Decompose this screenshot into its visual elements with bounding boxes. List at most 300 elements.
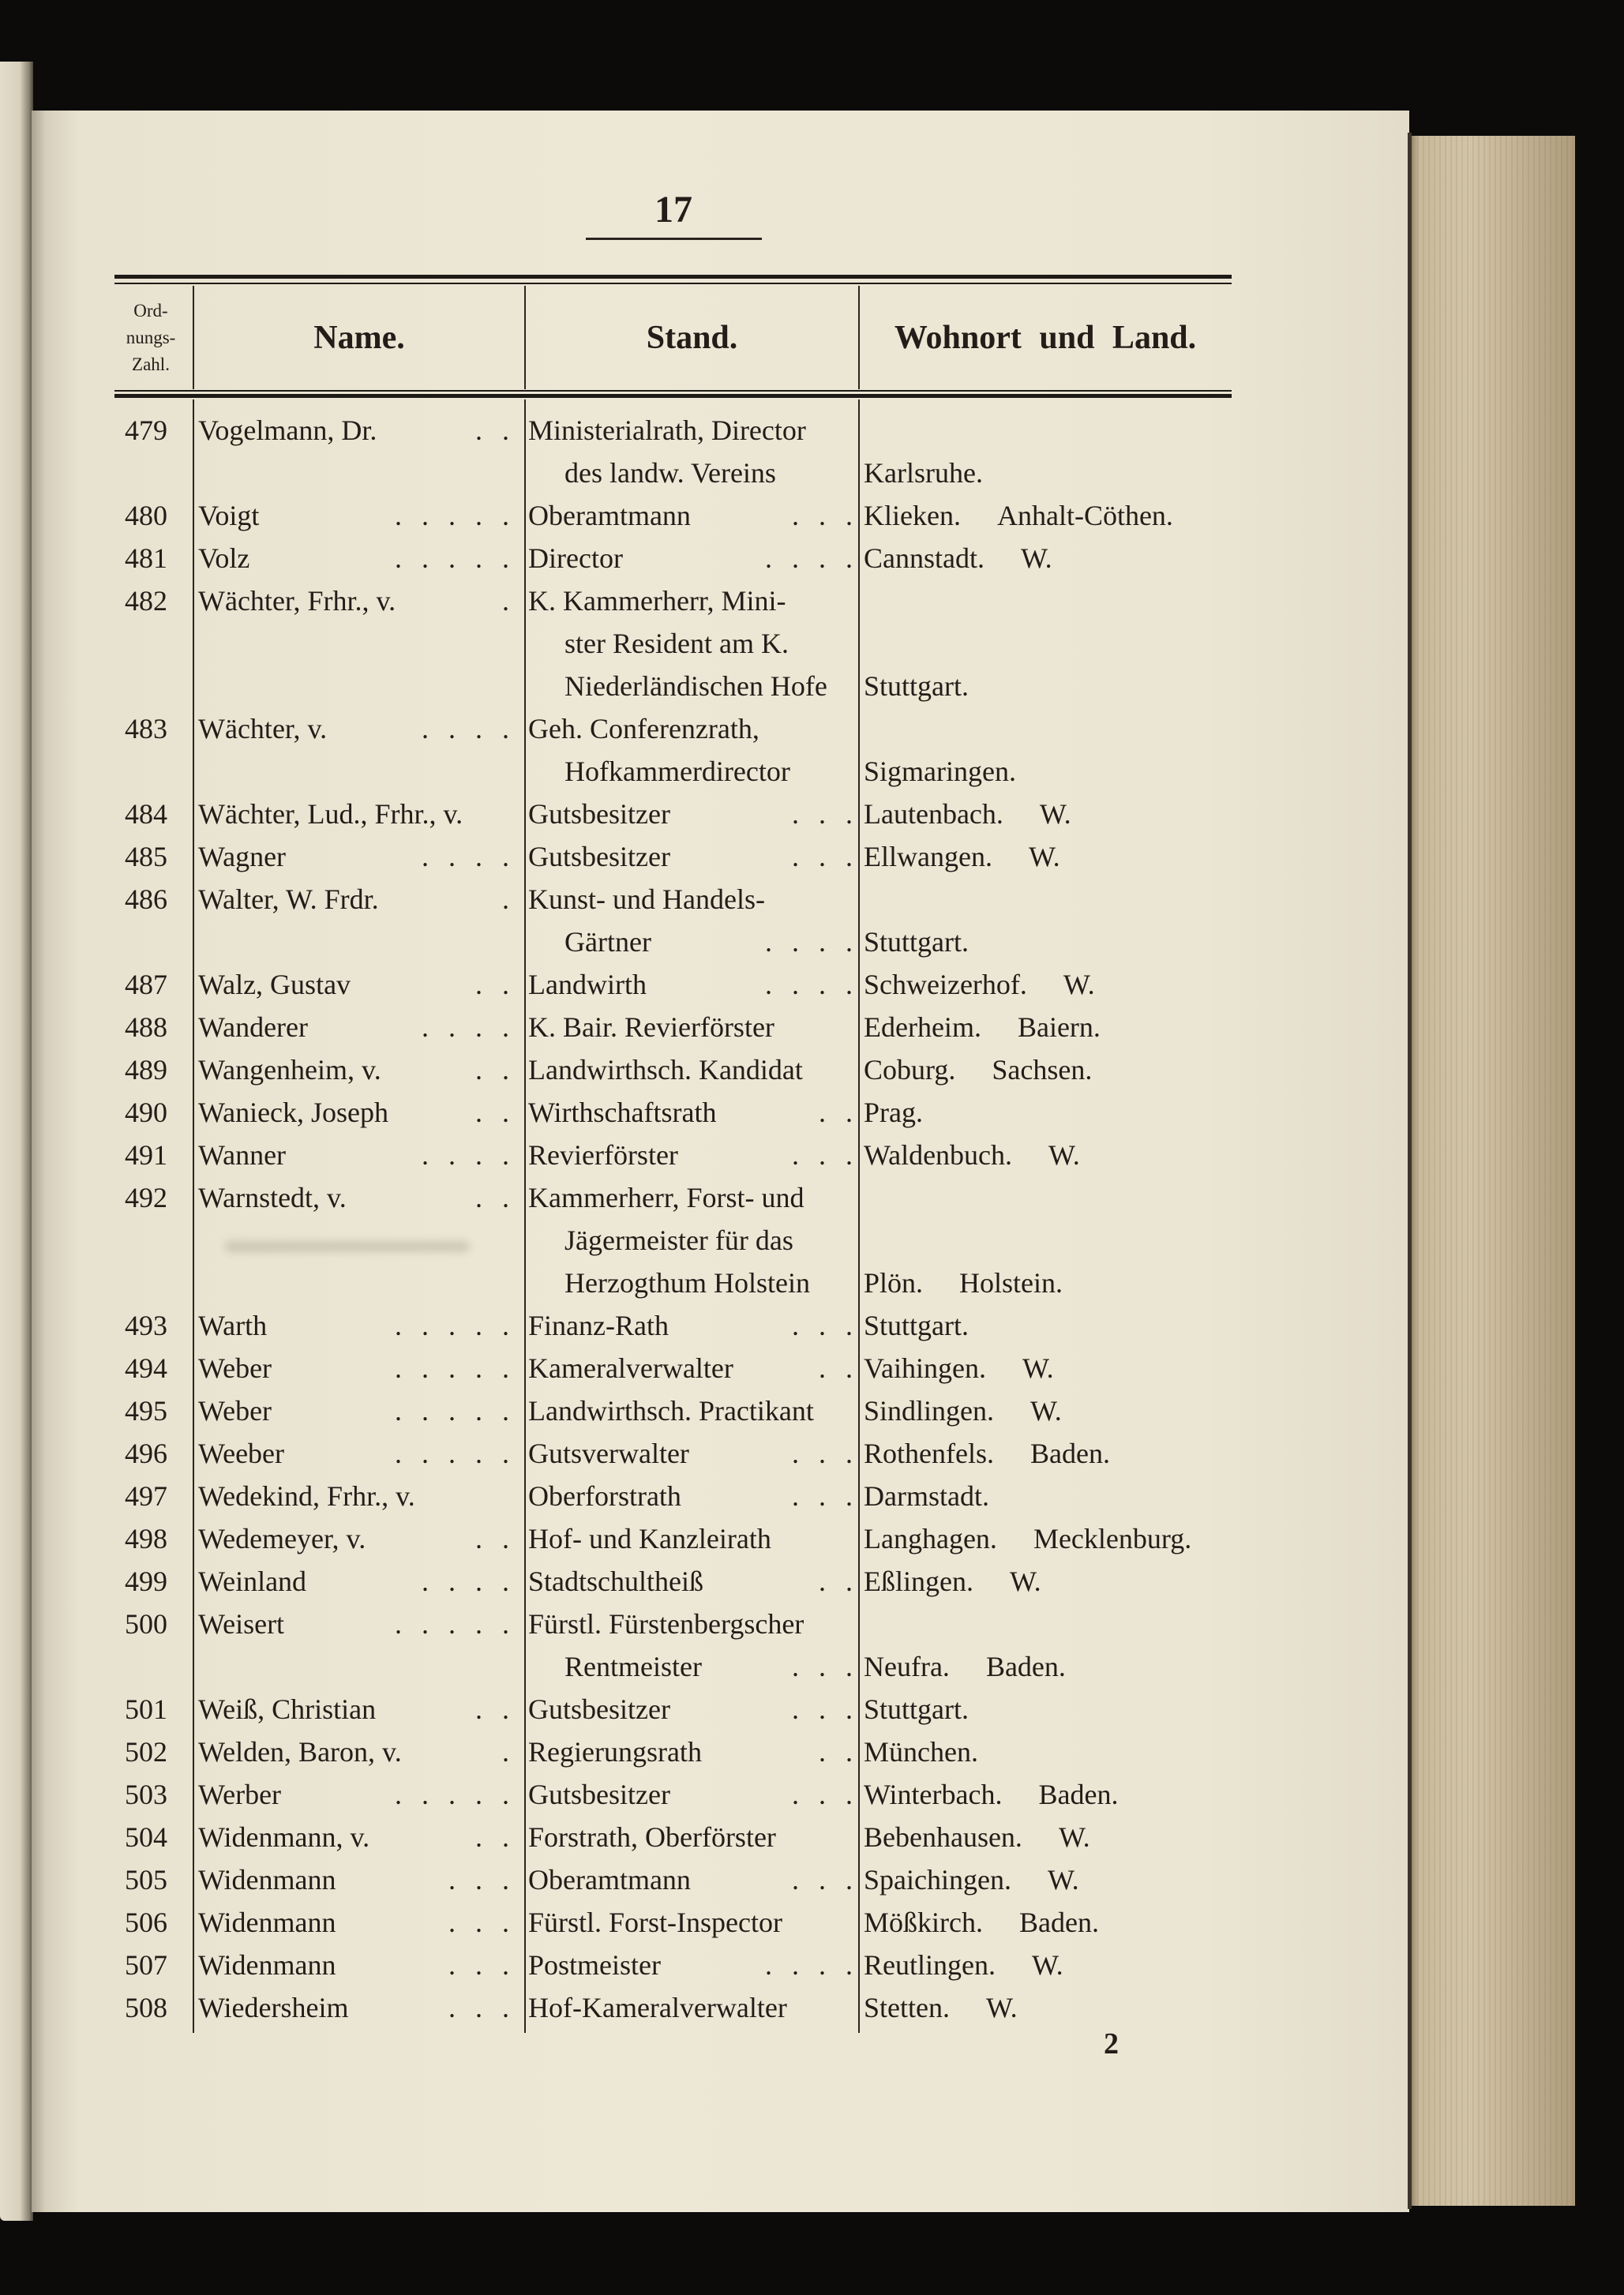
occupation-line <box>525 1134 859 1176</box>
occupation-cell <box>525 1688 859 1731</box>
member-name-cell <box>193 707 525 750</box>
row-number: 501 <box>125 1693 167 1725</box>
occupation-line <box>525 707 859 750</box>
dot-leader: . . . <box>792 1651 853 1682</box>
dot-leader: . . . . . <box>395 1352 509 1384</box>
residence-place: Winterbach. <box>864 1779 1003 1810</box>
dot-leader: . . . . <box>422 713 509 744</box>
occupation-cell <box>525 1389 859 1432</box>
occupation-line <box>525 1347 859 1389</box>
table-row <box>114 1475 1232 1517</box>
residence-country: Baden. <box>1018 1907 1099 1938</box>
occupation-cell <box>525 1944 859 1986</box>
residence-place: Ellwangen. <box>864 841 992 872</box>
occupation-text: K. Kammerherr, Mini- <box>528 585 786 617</box>
occupation-text: Ministerialrath, Director <box>528 414 806 446</box>
residence-country: W. <box>1028 841 1060 872</box>
dot-leader: . . . <box>792 1779 853 1810</box>
row-number: 488 <box>125 1011 167 1043</box>
residence-country: W. <box>1022 1352 1054 1384</box>
member-name: Wanderer <box>198 1011 309 1043</box>
member-name: Warth <box>198 1310 268 1341</box>
member-name-cell <box>193 1091 525 1134</box>
occupation-line <box>525 1219 859 1262</box>
member-name: Weber <box>198 1352 272 1384</box>
residence-line <box>859 1048 1232 1091</box>
residence-place: Waldenbuch. <box>864 1139 1013 1171</box>
residence-line <box>859 1858 1232 1901</box>
member-name: Widenmann <box>198 1864 336 1896</box>
residence-place: München. <box>864 1736 978 1768</box>
table-row <box>114 579 1232 707</box>
column-header-name: Name. <box>313 319 405 356</box>
member-name: Widenmann <box>198 1907 336 1938</box>
dot-leader: . . <box>819 1736 853 1768</box>
table-top-rule <box>114 275 1232 279</box>
member-name: Warnstedt, v. <box>198 1182 347 1213</box>
occupation-text: Regierungsrath <box>528 1736 702 1768</box>
dot-leader: . . . . . <box>395 1779 509 1810</box>
residence-place: Neufra. <box>864 1651 950 1682</box>
row-number: 505 <box>125 1864 167 1896</box>
member-name: Wangenheim, v. <box>198 1054 381 1086</box>
member-name: Volz <box>198 542 250 574</box>
member-table <box>114 275 1232 2035</box>
table-row <box>114 1603 1232 1688</box>
occupation-text: Landwirthsch. Practikant <box>528 1395 814 1427</box>
row-number: 495 <box>125 1395 167 1427</box>
dot-leader: . . <box>819 1352 853 1384</box>
occupation-line <box>525 1262 859 1304</box>
occupation-text: Oberforstrath <box>528 1480 681 1512</box>
residence-cell <box>859 579 1232 707</box>
column-header-wohnort: Wohnort und Land. <box>894 319 1197 356</box>
member-name: Werber <box>198 1779 282 1810</box>
occupation-cell <box>525 537 859 579</box>
dot-leader: . . . . . <box>395 542 509 574</box>
residence-cell <box>859 1603 1232 1688</box>
table-row <box>114 1773 1232 1816</box>
occupation-line <box>525 1944 859 1986</box>
row-number: 502 <box>125 1736 167 1768</box>
residence-cell <box>859 1731 1232 1773</box>
residence-place: Reutlingen. <box>864 1949 996 1981</box>
row-number: 483 <box>125 713 167 744</box>
occupation-cell <box>525 1176 859 1304</box>
residence-cell <box>859 707 1232 793</box>
table-row <box>114 835 1232 878</box>
occupation-text: Landwirth <box>528 969 647 1000</box>
table-row <box>114 878 1232 963</box>
residence-cell <box>859 1517 1232 1560</box>
dot-leader: . . <box>475 1821 509 1853</box>
residence-cell <box>859 1944 1232 1986</box>
residence-place: Sigmaringen. <box>864 756 1016 787</box>
residence-cell <box>859 1048 1232 1091</box>
row-number: 490 <box>125 1097 167 1128</box>
row-number: 494 <box>125 1352 167 1384</box>
occupation-cell <box>525 1048 859 1091</box>
table-row <box>114 494 1232 537</box>
residence-place: Eßlingen. <box>864 1566 973 1597</box>
member-name: Weinland <box>198 1566 307 1597</box>
member-name-cell <box>193 963 525 1006</box>
row-number: 487 <box>125 969 167 1000</box>
dot-leader: . . <box>475 1097 509 1128</box>
row-number: 485 <box>125 841 167 872</box>
member-name: Weiß, Christian <box>198 1693 377 1725</box>
table-row <box>114 707 1232 793</box>
residence-line <box>859 1944 1232 1986</box>
occupation-cell <box>525 1816 859 1858</box>
dot-leader: . . . . <box>765 926 853 958</box>
member-name-cell <box>193 1731 525 1773</box>
residence-place: Karlsruhe. <box>864 457 983 489</box>
occupation-line <box>525 1389 859 1432</box>
occupation-line <box>525 793 859 835</box>
occupation-text: Kammerherr, Forst- und <box>528 1182 804 1213</box>
residence-place: Plön. <box>864 1267 924 1299</box>
member-name: Wanner <box>198 1139 287 1171</box>
member-name: Walter, W. Frdr. <box>198 883 379 915</box>
member-name-cell <box>193 579 525 622</box>
residence-cell <box>859 1091 1232 1134</box>
row-number: 504 <box>125 1821 167 1853</box>
occupation-text: Hofkammerdirector <box>564 756 790 787</box>
residence-country: W. <box>985 1992 1018 2023</box>
residence-line <box>859 1347 1232 1389</box>
occupation-text: Kunst- und Handels- <box>528 883 765 915</box>
occupation-line <box>525 1091 859 1134</box>
residence-country: W. <box>1048 1139 1080 1171</box>
residence-country: W. <box>1039 798 1071 830</box>
row-number: 508 <box>125 1992 167 2023</box>
member-name: Wiedersheim <box>198 1992 349 2023</box>
occupation-text: Oberamtmann <box>528 1864 691 1896</box>
residence-place: Bebenhausen. <box>864 1821 1022 1853</box>
table-row <box>114 1389 1232 1432</box>
residence-line <box>859 750 1232 793</box>
residence-line <box>859 1475 1232 1517</box>
row-number: 491 <box>125 1139 167 1171</box>
occupation-text: Rentmeister <box>564 1651 702 1682</box>
occupation-text: Gutsbesitzer <box>528 798 670 830</box>
occupation-text: ster Resident am K. <box>564 628 789 659</box>
residence-country: W. <box>1030 1395 1062 1427</box>
dot-leader: . . . . <box>765 1949 853 1981</box>
residence-line <box>859 1731 1232 1773</box>
residence-cell <box>859 963 1232 1006</box>
residence-country: Baden. <box>985 1651 1066 1682</box>
residence-cell <box>859 1304 1232 1347</box>
occupation-text: Hof-Kameralverwalter <box>528 1992 787 2023</box>
table-row <box>114 409 1232 494</box>
table-row <box>114 1986 1232 2029</box>
occupation-text: Hof- und Kanzleirath <box>528 1523 771 1554</box>
dot-leader: . . . <box>792 841 853 872</box>
residence-cell <box>859 793 1232 835</box>
occupation-cell <box>525 1134 859 1176</box>
row-number: 486 <box>125 883 167 915</box>
row-number: 497 <box>125 1480 167 1512</box>
occupation-line <box>525 1901 859 1944</box>
occupation-cell <box>525 835 859 878</box>
residence-country: Anhalt-Cöthen. <box>996 500 1173 531</box>
occupation-text: Oberamtmann <box>528 500 691 531</box>
facing-page-edge <box>0 62 33 2221</box>
table-row <box>114 1858 1232 1901</box>
row-number: 489 <box>125 1054 167 1086</box>
member-name: Welden, Baron, v. <box>198 1736 402 1768</box>
residence-cell <box>859 1858 1232 1901</box>
dot-leader: . . . . . <box>395 1438 509 1469</box>
row-number: 479 <box>125 414 167 446</box>
occupation-line <box>525 1773 859 1816</box>
occupation-line <box>525 1816 859 1858</box>
residence-cell <box>859 1347 1232 1389</box>
occupation-text: Wirthschaftsrath <box>528 1097 717 1128</box>
member-name-cell <box>193 409 525 452</box>
residence-cell <box>859 409 1232 494</box>
page-number-rule <box>586 238 762 240</box>
header-line: Ord- <box>133 300 168 321</box>
residence-cell <box>859 1475 1232 1517</box>
dot-leader: . . <box>475 1693 509 1725</box>
residence-cell <box>859 1006 1232 1048</box>
residence-country: W. <box>1031 1949 1063 1981</box>
occupation-text: Geh. Conferenzrath, <box>528 713 759 744</box>
occupation-text: Gutsbesitzer <box>528 841 670 872</box>
column-header-ordnungszahl <box>114 286 193 389</box>
table-row <box>114 1731 1232 1773</box>
residence-place: Stuttgart. <box>864 926 969 958</box>
row-number: 482 <box>125 585 167 617</box>
member-name-cell <box>193 1389 525 1432</box>
occupation-cell <box>525 1603 859 1688</box>
member-name-cell <box>193 1816 525 1858</box>
occupation-cell <box>525 1560 859 1603</box>
dot-leader: . . . <box>792 798 853 830</box>
residence-line <box>859 494 1232 537</box>
member-name-cell <box>193 1432 525 1475</box>
member-name-cell <box>193 1901 525 1944</box>
member-name-cell <box>193 1134 525 1176</box>
table-row <box>114 1006 1232 1048</box>
member-name: Widenmann <box>198 1949 336 1981</box>
column-header-stand: Stand. <box>646 319 738 356</box>
member-name: Weber <box>198 1395 272 1427</box>
member-name-cell <box>193 1006 525 1048</box>
row-number: 500 <box>125 1608 167 1640</box>
residence-country: W. <box>1020 542 1052 574</box>
occupation-line <box>525 921 859 963</box>
residence-country: W. <box>1063 969 1095 1000</box>
residence-line <box>859 1517 1232 1560</box>
occupation-cell <box>525 1773 859 1816</box>
member-name-cell <box>193 494 525 537</box>
member-name: Wedekind, Frhr., v. <box>198 1480 415 1512</box>
table-header <box>114 286 1232 389</box>
residence-line <box>859 1304 1232 1347</box>
dot-leader: . . . <box>448 1864 509 1896</box>
residence-line <box>859 665 1232 707</box>
residence-line <box>859 537 1232 579</box>
member-name: Wagner <box>198 841 287 872</box>
occupation-line <box>525 1645 859 1688</box>
row-number: 496 <box>125 1438 167 1469</box>
residence-line <box>859 921 1232 963</box>
member-name-cell <box>193 1304 525 1347</box>
dot-leader: . . . . . <box>395 1608 509 1640</box>
dot-leader: . . . . . <box>395 1395 509 1427</box>
row-number: 492 <box>125 1182 167 1213</box>
dot-leader: . . <box>819 1097 853 1128</box>
table-row <box>114 1304 1232 1347</box>
table-row <box>114 537 1232 579</box>
occupation-line <box>525 452 859 494</box>
occupation-cell <box>525 579 859 707</box>
occupation-text: Gutsbesitzer <box>528 1693 670 1725</box>
member-name: Wächter, Frhr., v. <box>198 585 396 617</box>
dot-leader: . . . <box>792 500 853 531</box>
residence-cell <box>859 1134 1232 1176</box>
residence-cell <box>859 1901 1232 1944</box>
dot-leader: . . . <box>792 1139 853 1171</box>
table-row <box>114 1517 1232 1560</box>
residence-country: W. <box>1009 1566 1041 1597</box>
occupation-text: Fürstl. Forst-Inspector <box>528 1907 782 1938</box>
occupation-line <box>525 1517 859 1560</box>
occupation-line <box>525 1176 859 1219</box>
dot-leader: . <box>502 1736 509 1768</box>
occupation-cell <box>525 793 859 835</box>
residence-cell <box>859 537 1232 579</box>
member-name-cell <box>193 1603 525 1645</box>
residence-line <box>859 1134 1232 1176</box>
occupation-cell <box>525 1858 859 1901</box>
residence-place: Sindlingen. <box>864 1395 995 1427</box>
residence-cell <box>859 1389 1232 1432</box>
occupation-cell <box>525 1517 859 1560</box>
residence-line <box>859 1389 1232 1432</box>
occupation-cell <box>525 1731 859 1773</box>
residence-line <box>859 1816 1232 1858</box>
residence-place: Klieken. <box>864 500 961 531</box>
residence-country: W. <box>1058 1821 1090 1853</box>
table-row <box>114 1944 1232 1986</box>
occupation-text: Revierförster <box>528 1139 678 1171</box>
member-name-cell <box>193 1048 525 1091</box>
occupation-cell <box>525 1475 859 1517</box>
dot-leader: . <box>502 585 509 617</box>
row-number: 481 <box>125 542 167 574</box>
occupation-line <box>525 750 859 793</box>
dot-leader: . . <box>475 1523 509 1554</box>
residence-cell <box>859 1986 1232 2029</box>
row-number: 493 <box>125 1310 167 1341</box>
row-number: 498 <box>125 1523 167 1554</box>
occupation-line <box>525 835 859 878</box>
member-name: Wächter, Lud., Frhr., v. <box>198 798 463 830</box>
residence-cell <box>859 1560 1232 1603</box>
occupation-cell <box>525 1901 859 1944</box>
occupation-cell <box>525 494 859 537</box>
table-row <box>114 793 1232 835</box>
residence-line <box>859 1773 1232 1816</box>
member-name: Widenmann, v. <box>198 1821 370 1853</box>
residence-cell <box>859 878 1232 963</box>
residence-line <box>859 835 1232 878</box>
residence-place: Cannstadt. <box>864 542 985 574</box>
table-row <box>114 1816 1232 1858</box>
occupation-cell <box>525 1304 859 1347</box>
occupation-line <box>525 1304 859 1347</box>
occupation-line <box>525 537 859 579</box>
occupation-cell <box>525 1347 859 1389</box>
member-name: Vogelmann, Dr. <box>198 414 377 446</box>
dot-leader: . . . . <box>422 1566 509 1597</box>
member-name: Weeber <box>198 1438 285 1469</box>
occupation-cell <box>525 707 859 793</box>
table-row <box>114 1347 1232 1389</box>
occupation-line <box>525 1731 859 1773</box>
residence-line <box>859 1645 1232 1688</box>
member-name-cell <box>193 878 525 921</box>
occupation-line <box>525 1603 859 1645</box>
residence-cell <box>859 1688 1232 1731</box>
member-name-cell <box>193 537 525 579</box>
occupation-text: Kameralverwalter <box>528 1352 733 1384</box>
occupation-line <box>525 1475 859 1517</box>
residence-line <box>859 1901 1232 1944</box>
occupation-text: Gärtner <box>564 926 651 958</box>
residence-place: Spaichingen. <box>864 1864 1011 1896</box>
occupation-text: Stadtschultheiß <box>528 1566 703 1597</box>
signature-mark: 2 <box>1104 2027 1119 2061</box>
book-fore-edge <box>1412 136 1575 2206</box>
occupation-text: Gutsbesitzer <box>528 1779 670 1810</box>
occupation-cell <box>525 1986 859 2029</box>
residence-place: Darmstadt. <box>864 1480 989 1512</box>
member-name-cell <box>193 1773 525 1816</box>
dot-leader: . . . <box>448 1992 509 2023</box>
table-row <box>114 1560 1232 1603</box>
table-row <box>114 1176 1232 1304</box>
occupation-line <box>525 1432 859 1475</box>
member-name-cell <box>193 1986 525 2029</box>
occupation-line <box>525 665 859 707</box>
residence-line <box>859 1262 1232 1304</box>
occupation-line <box>525 878 859 921</box>
header-bottom-rule <box>114 394 1232 398</box>
residence-line <box>859 1091 1232 1134</box>
member-name-cell <box>193 1560 525 1603</box>
residence-line <box>859 793 1232 835</box>
dot-leader: . . . <box>448 1907 509 1938</box>
residence-place: Vaihingen. <box>864 1352 986 1384</box>
residence-place: Schweizerhof. <box>864 969 1027 1000</box>
residence-place: Mößkirch. <box>864 1907 983 1938</box>
member-name: Voigt <box>198 500 260 531</box>
occupation-line <box>525 1006 859 1048</box>
member-name: Wanieck, Joseph <box>198 1097 389 1128</box>
member-name-cell <box>193 1475 525 1517</box>
dot-leader: . . . . <box>422 841 509 872</box>
dot-leader: . . . <box>792 1480 853 1512</box>
dot-leader: . . <box>475 1054 509 1086</box>
residence-place: Coburg. <box>864 1054 956 1086</box>
residence-place: Stuttgart. <box>864 670 969 702</box>
